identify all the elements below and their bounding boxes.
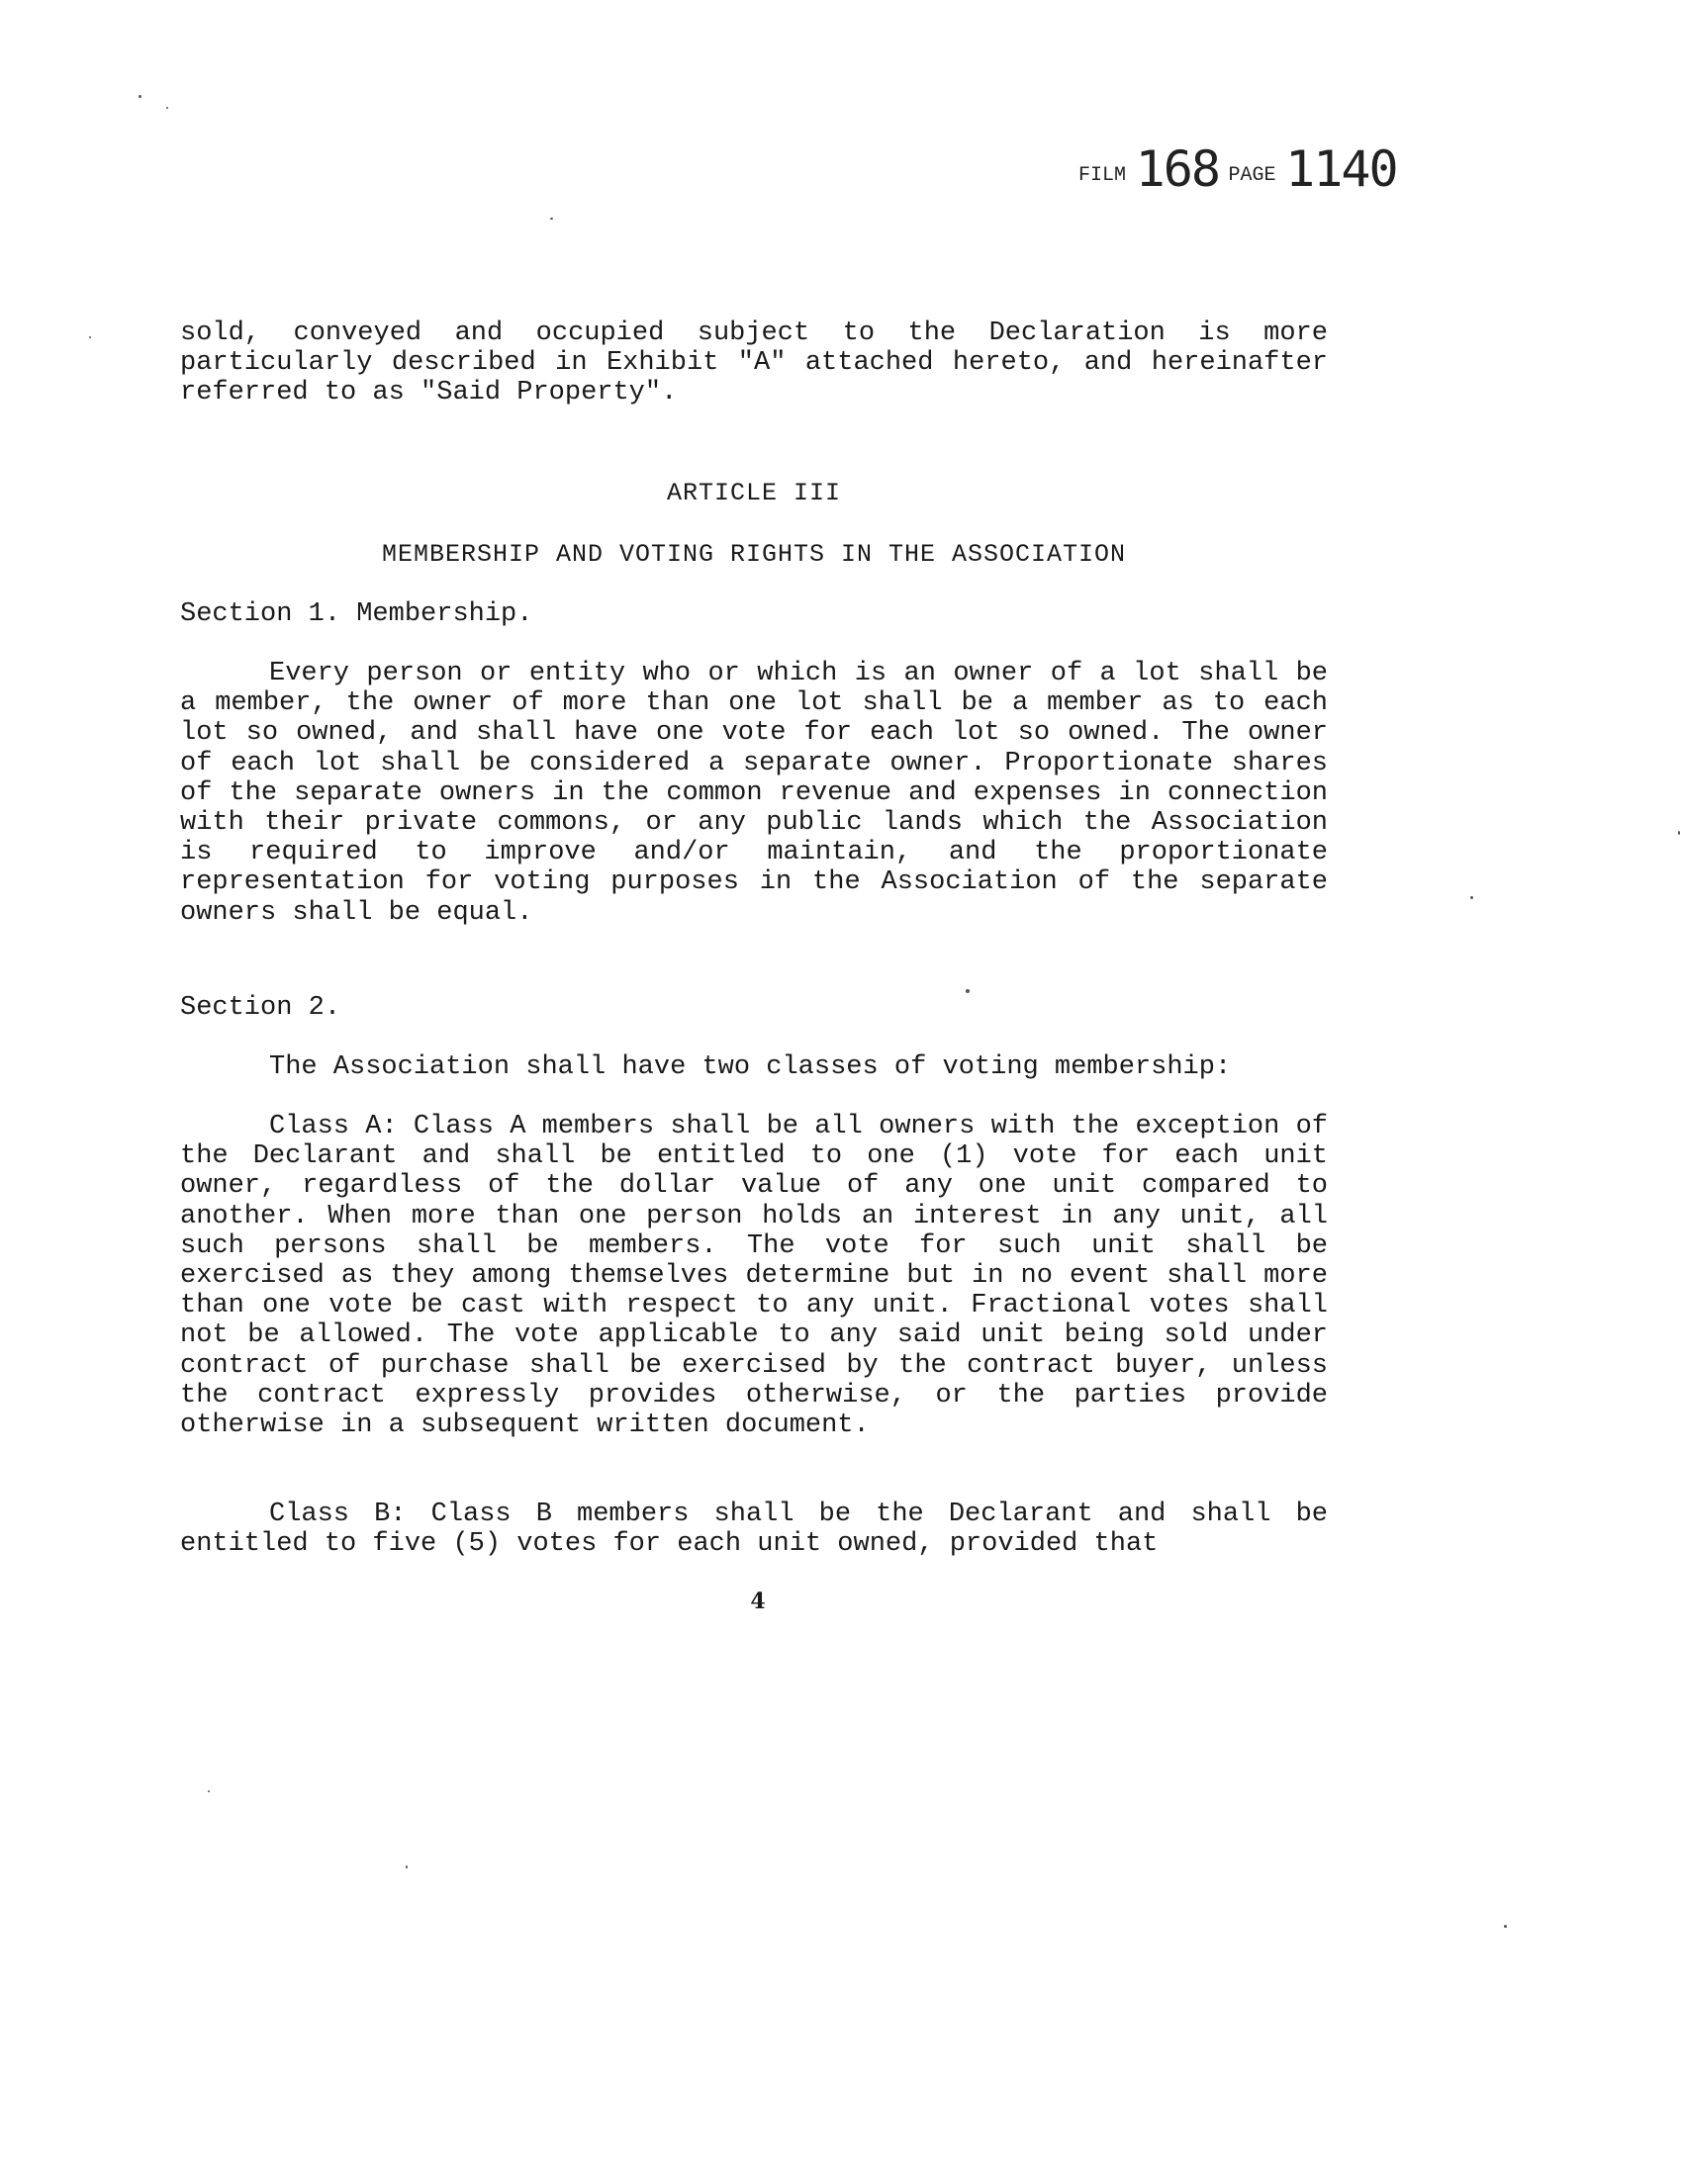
scan-speck: [1504, 1925, 1507, 1928]
scan-speck: [166, 107, 168, 109]
scan-speck: [1470, 896, 1473, 899]
stamp-film-label: FILM: [1078, 164, 1127, 187]
scan-speck: [1678, 831, 1680, 835]
scan-speck: [89, 336, 91, 338]
scan-speck: [406, 1866, 408, 1868]
class-b-paragraph: Class B: Class B members shall be the Declarant and shall be entitled to five (5) votes for each unit owned, provided that: [180, 1500, 1328, 1560]
section-1-paragraph: Every person or entity who or which is an owner of a lot shall be a member, the owner of more than one lot shall be a member as to each lot so owned, and shall have one vote for each lot so owned. The owner of each lot shall be considered a separate owner. Proportionate shares of the separate owners in the common revenue and expenses in connection with their private commons, or any public lands which the Association is required to improve and/or maintain, and the proportionate representation for voting purposes in the Association of the separate owners shall be equal.: [180, 659, 1328, 928]
section-2-heading: Section 2.: [180, 993, 341, 1023]
page-number: 4: [750, 1589, 766, 1614]
stamp-film-number: 168: [1135, 140, 1219, 198]
scan-speck: [208, 1790, 210, 1792]
scan-speck: [139, 95, 141, 98]
class-a-paragraph: Class A: Class A members shall be all owners with the exception of the Declarant and shall be entitled to one (1) vote for each unit owner, regardless of the dollar value of any one unit compared to another. When more than one person holds an interest in any unit, all such persons shall be members. The vote for such unit shall be exercised as they among themselves determine but in no event shall more than one vote be cast with respect to any unit. Fractional votes shall not be allowed. The vote applicable to any said unit being sold under contract of purchase shall be exercised by the contract buyer, unless the contract expressly provides otherwise, or the parties provide otherwise in a subsequent written document.: [180, 1112, 1328, 1441]
article-title: MEMBERSHIP AND VOTING RIGHTS IN THE ASSOCIATION: [381, 540, 1127, 569]
section-1-heading: Section 1. Membership.: [180, 599, 533, 629]
stamp-page-label: PAGE: [1228, 164, 1276, 187]
stamp-page-number: 1140: [1285, 140, 1397, 198]
film-page-stamp: [1078, 140, 1397, 198]
section-2-intro: The Association shall have two classes of voting membership:: [269, 1052, 1232, 1082]
intro-paragraph: sold, conveyed and occupied subject to the Declaration is more particularly described in Exhibit "A" attached hereto, and hereinafter referred to as "Said Property".: [180, 318, 1328, 409]
scan-speck: [966, 989, 970, 993]
scan-speck: [550, 218, 553, 220]
article-heading: ARTICLE III: [666, 479, 842, 507]
